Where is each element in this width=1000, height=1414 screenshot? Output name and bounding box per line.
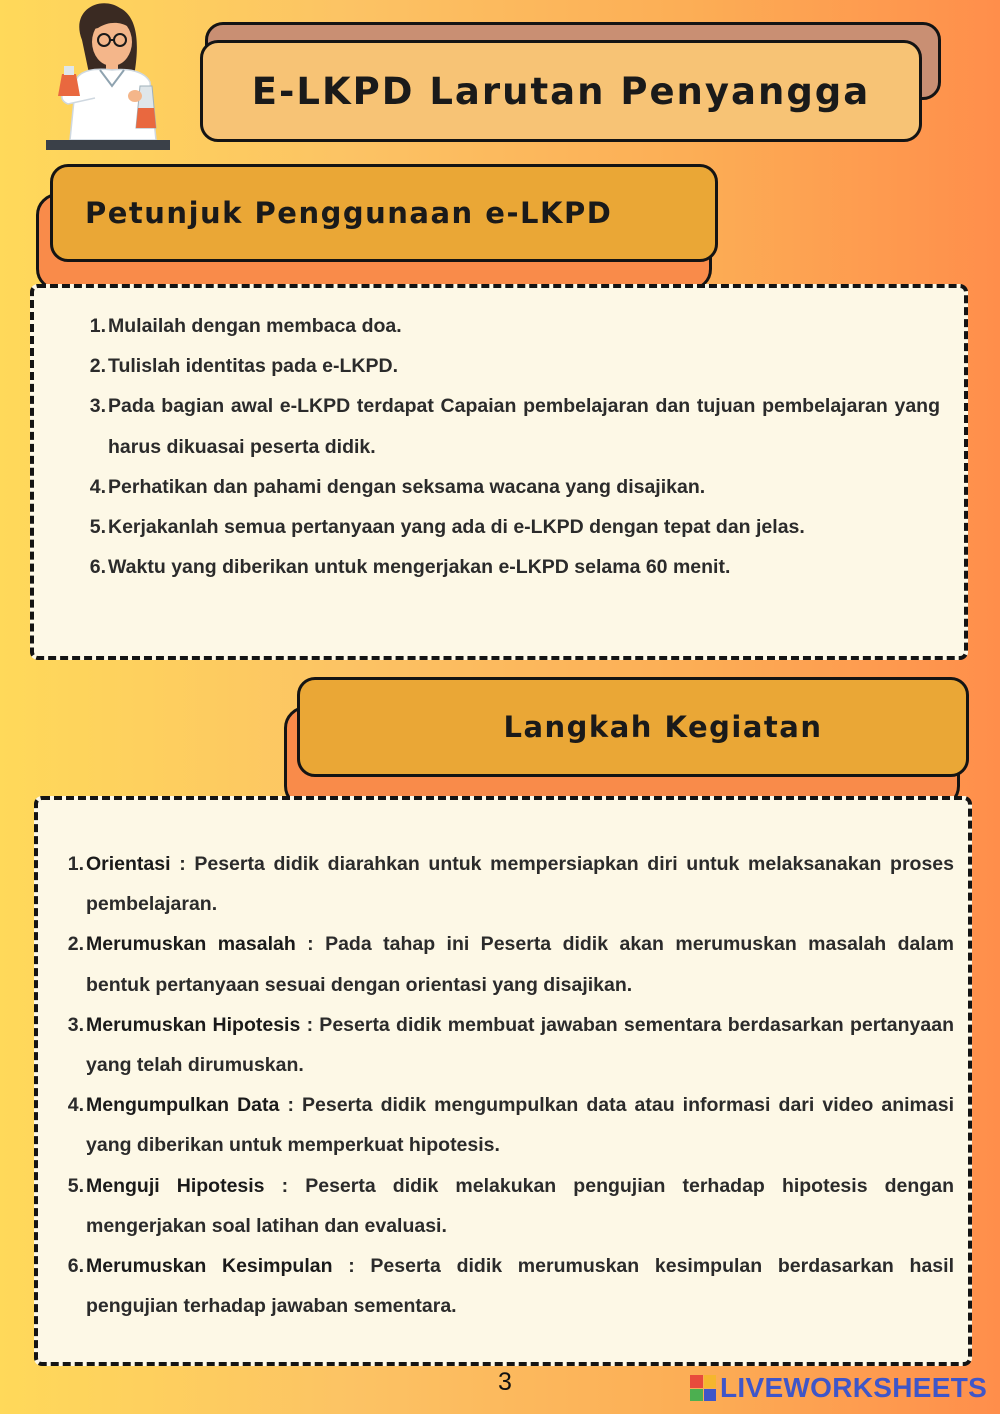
step-name: Menguji Hipotesis: [86, 1174, 265, 1197]
list-item: 2. Merumuskan masalah : Pada tahap ini Peserta didik akan merumuskan masalah dalam bentuk pertanyaan sesuai dengan orientasi yang disajikan.: [67, 933, 954, 996]
list-item: 4. Perhatikan dan pahami dengan seksama wacana yang disajikan.: [89, 475, 706, 498]
instructions-list: [84, 306, 940, 587]
step-name: Merumuskan Kesimpulan: [86, 1255, 333, 1278]
list-item: 4. Mengumpulkan Data : Peserta didik mengumpulkan data atau informasi dari video animasi yang diberikan untuk memperkuat hipotesis.: [67, 1094, 955, 1157]
list-item: 1. Orientasi : Peserta didik diarahkan untuk mempersiapkan diri untuk melaksanakan proses pembelajaran.: [67, 853, 954, 916]
liveworksheets-logo-icon: [690, 1375, 716, 1401]
liveworksheets-brand[interactable]: [690, 1372, 987, 1404]
scientist-illustration: [40, 0, 175, 155]
instructions-panel: [30, 284, 968, 660]
list-item: 3. Merumuskan Hipotesis : Peserta didik membuat jawaban sementara berdasarkan pertanyaan yang telah dirumuskan.: [67, 1013, 954, 1077]
list-item: 3. Pada bagian awal e-LKPD terdapat Capaian pembelajaran dan tujuan pembelajaran yang harus dikuasai peserta didik.: [89, 395, 940, 458]
instructions-header: [50, 164, 718, 262]
steps-panel: [34, 796, 972, 1366]
step-name: Mengumpulkan Data: [86, 1094, 280, 1117]
steps-heading: Langkah Kegiatan: [503, 710, 823, 744]
list-item: 5. Kerjakanlah semua pertanyaan yang ada di e-LKPD dengan tepat dan jelas.: [89, 516, 805, 539]
page-title: E-LKPD Larutan Penyangga: [251, 69, 871, 113]
steps-header: [297, 677, 969, 777]
steps-list: [62, 844, 954, 1326]
title-banner: [200, 40, 922, 142]
page-number: 3: [498, 1368, 512, 1396]
list-item: 6. Waktu yang diberikan untuk mengerjakan e-LKPD selama 60 menit.: [89, 556, 731, 579]
brand-name: LIVEWORKSHEETS: [720, 1372, 988, 1403]
list-item: 1. Mulailah dengan membaca doa.: [89, 315, 402, 337]
step-name: Orientasi: [86, 853, 171, 875]
list-item: 6. Merumuskan Kesimpulan : Peserta didik merumuskan kesimpulan berdasarkan hasil pengujian terhadap jawaban sementara.: [67, 1255, 954, 1318]
step-name: Merumuskan Hipotesis: [86, 1013, 301, 1036]
list-item: 5. Menguji Hipotesis : Peserta didik melakukan pengujian terhadap hipotesis dengan mengerjakan soal latihan dan evaluasi.: [67, 1174, 954, 1237]
list-item: 2. Tulislah identitas pada e-LKPD.: [89, 355, 399, 378]
instructions-heading: Petunjuk Penggunaan e-LKPD: [85, 196, 613, 230]
step-name: Merumuskan masalah: [86, 933, 296, 956]
